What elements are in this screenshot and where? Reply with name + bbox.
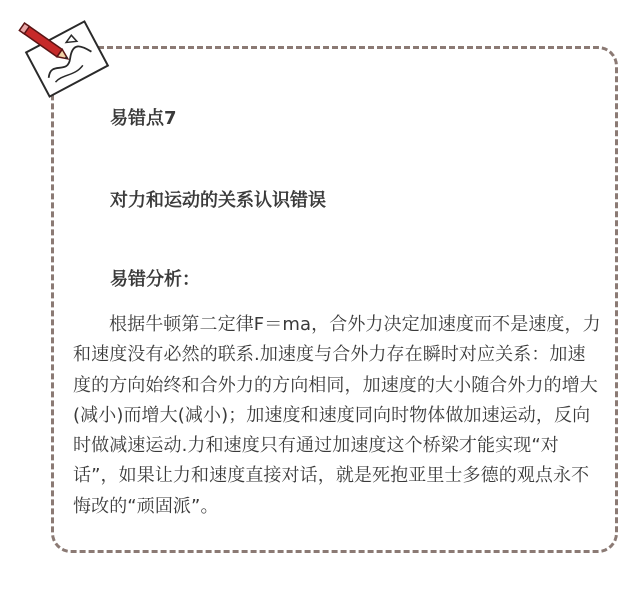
page-title: 易错点7 [110, 108, 177, 129]
analysis-paragraph: 根据牛顿第二定律F＝ma，合外力决定加速度而不是速度，力和速度没有必然的联系.加速度与合外力存在瞬时对应关系：加速度的方向始终和合外力的方向相同，加速度的大小随合外力的增大(减小)而增大(减小)；加速度和速度同向时物体做加速运动，反向时做减速运动.力和速度只有通过加速度这个桥梁才能实现“对话”，如果让力和速度直接对话，就是死抱亚里士多德的观点永不悔改的“顽固派”。 [73, 314, 601, 517]
topic-heading: 对力和运动的关系认识错误 [110, 190, 326, 211]
analysis-label: 易错分析： [110, 269, 200, 290]
pencil-on-note-icon [14, 14, 114, 104]
